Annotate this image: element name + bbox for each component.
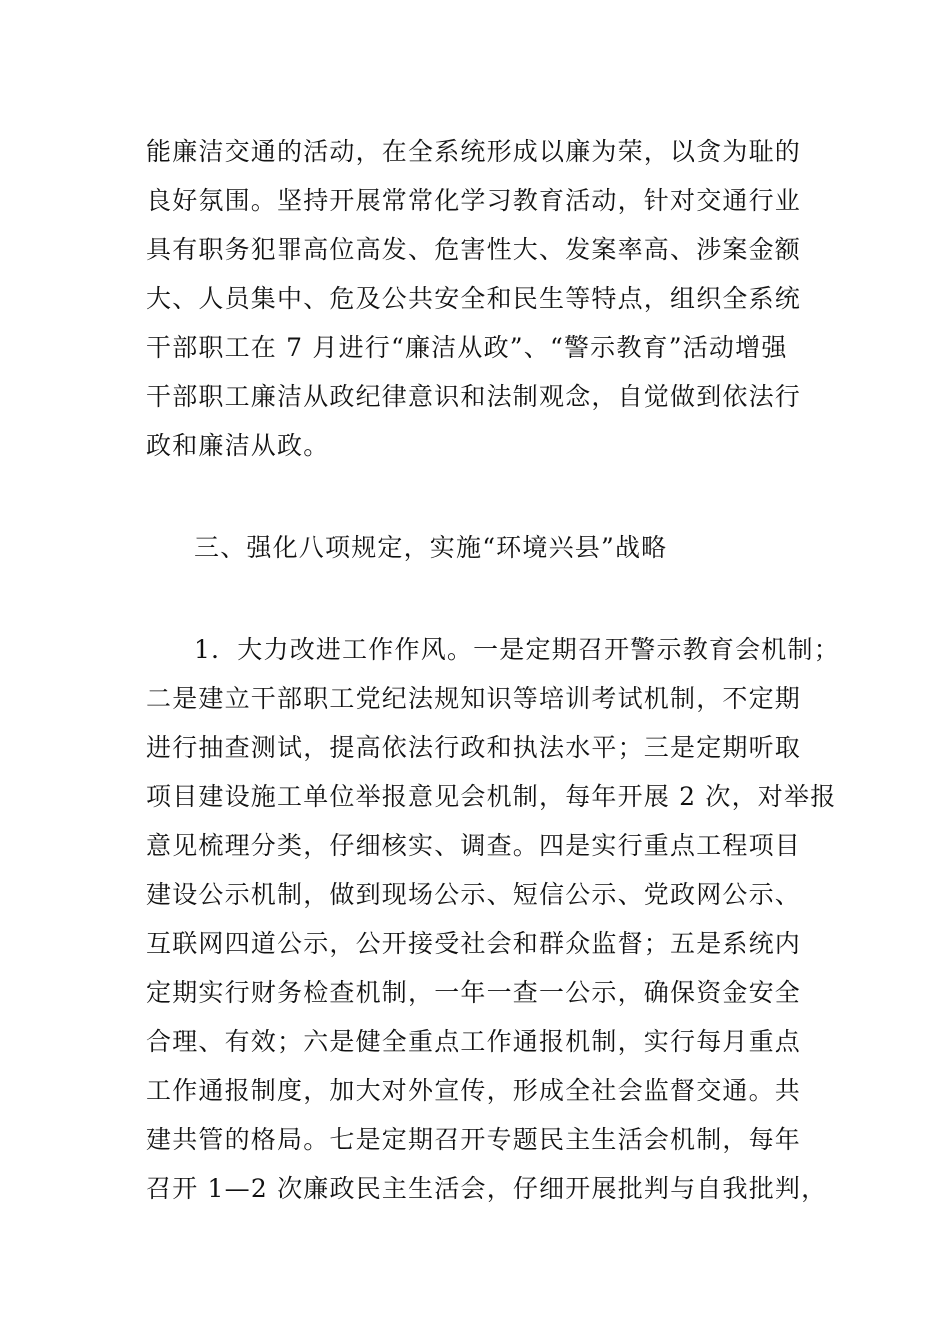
paragraph-2-line-7: 互联网四道公示，公开接受社会和群众监督；五是系统内 bbox=[146, 929, 802, 958]
paragraph-2-line-5: 意见梳理分类，仔细核实、调查。四是实行重点工程项目 bbox=[146, 831, 802, 860]
paragraph-2-line-4: 项目建设施工单位举报意见会机制，每年开展 2 次，对举报 bbox=[146, 782, 837, 811]
paragraph-1-line-1: 能廉洁交通的活动，在全系统形成以廉为荣，以贪为耻的 bbox=[146, 137, 802, 166]
paragraph-2-line-8: 定期实行财务检查机制，一年一查一公示，确保资金安全 bbox=[146, 978, 802, 1007]
paragraph-2-line-1: 1．大力改进工作作风。一是定期召开警示教育会机制； bbox=[194, 635, 840, 664]
paragraph-1-line-2: 良好氛围。坚持开展常常化学习教育活动，针对交通行业 bbox=[146, 186, 802, 215]
paragraph-1-line-5: 干部职工在 7 月进行“廉洁从政”、“警示教育”活动增强 bbox=[146, 333, 788, 362]
paragraph-2-line-3: 进行抽查测试，提高依法行政和执法水平；三是定期听取 bbox=[146, 733, 802, 762]
paragraph-2-line-6: 建设公示机制，做到现场公示、短信公示、党政网公示、 bbox=[146, 880, 802, 909]
paragraph-1-line-3: 具有职务犯罪高位高发、危害性大、发案率高、涉案金额 bbox=[146, 235, 802, 264]
paragraph-2-line-9: 合理、有效；六是健全重点工作通报机制，实行每月重点 bbox=[146, 1027, 802, 1056]
paragraph-1-line-6: 干部职工廉洁从政纪律意识和法制观念，自觉做到依法行 bbox=[146, 382, 802, 411]
paragraph-2-line-10: 工作通报制度，加大对外宣传，形成全社会监督交通。共 bbox=[146, 1076, 802, 1105]
section-heading: 三、强化八项规定，实施“环境兴县”战略 bbox=[194, 533, 668, 562]
paragraph-1-line-7: 政和廉洁从政。 bbox=[146, 431, 330, 460]
paragraph-2-line-11: 建共管的格局。七是定期召开专题民主生活会机制，每年 bbox=[146, 1125, 802, 1154]
paragraph-2-line-12: 召开 1—2 次廉政民主生活会，仔细开展批判与自我批判， bbox=[146, 1174, 828, 1203]
paragraph-1-line-4: 大、人员集中、危及公共安全和民生等特点，组织全系统 bbox=[146, 284, 802, 313]
paragraph-2-line-2: 二是建立干部职工党纪法规知识等培训考试机制，不定期 bbox=[146, 684, 802, 713]
